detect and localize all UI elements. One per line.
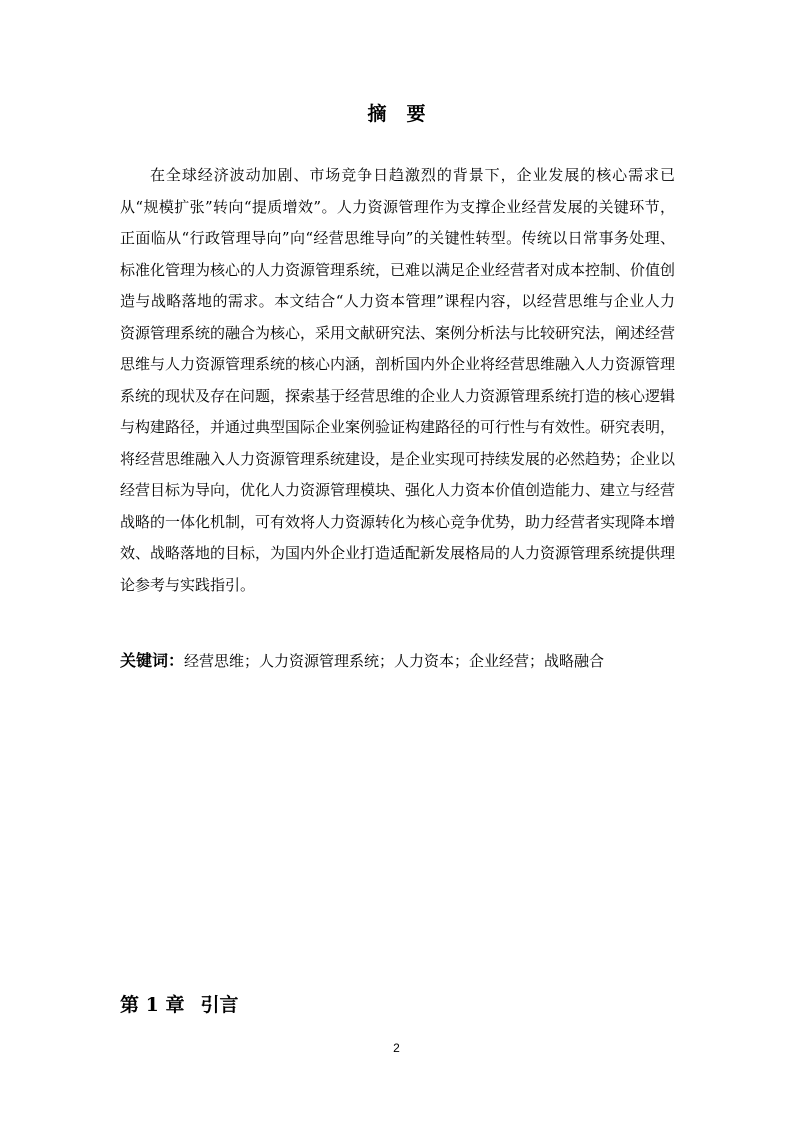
page-number: 2 [393,1041,400,1055]
chapter-number: 第 1 章 [120,994,185,1016]
chapter-heading [120,990,238,1020]
chapter-title: 引言 [200,994,239,1016]
abstract-title: 摘要 [367,103,446,125]
keywords-items: 经营思维；人力资源管理系统；人力资本；企业经营；战略融合 [184,652,605,670]
keywords-line [120,648,680,674]
keywords-label: 关键词： [120,651,185,670]
abstract-body: 在全球经济波动加剧、市场竞争日趋激烈的背景下，企业发展的核心需求已从“规模扩张”转向“提质增效”。人力资源管理作为支撑企业经营发展的关键环节，正面临从“行政管理导向”向“经营思维导向”的关键性转型。传统以日常事务处理、标准化管理为核心的人力资源管理系统，已难以满足企业经营者对成本控制、价值创造与战略落地的需求。本文结合“人力资本管理”课程内容，以经营思维与企业人力资源管理系统的融合为核心，采用文献研究法、案例分析法与比较研究法，阐述经营思维与人力资源管理系统的核心内涵，剖析国内外企业将经营思维融入人力资源管理系统的现状及存在问题，探索基于经营思维的企业人力资源管理系统打造的核心逻辑与构建路径，并通过典型国际企业案例验证构建路径的可行性与有效性。研究表明，将经营思维融入人力资源管理系统建设，是企业实现可持续发展的必然趋势；企业以经营目标为导向，优化人力资源管理模块、强化人力资本价值创造能力、建立与经营战略的一体化机制，可有效将人力资源转化为核心竞争优势，助力经营者实现降本增效、战略落地的目标，为国内外企业打造适配新发展格局的人力资源管理系统提供理论参考与实践指引。 [120,166,676,594]
